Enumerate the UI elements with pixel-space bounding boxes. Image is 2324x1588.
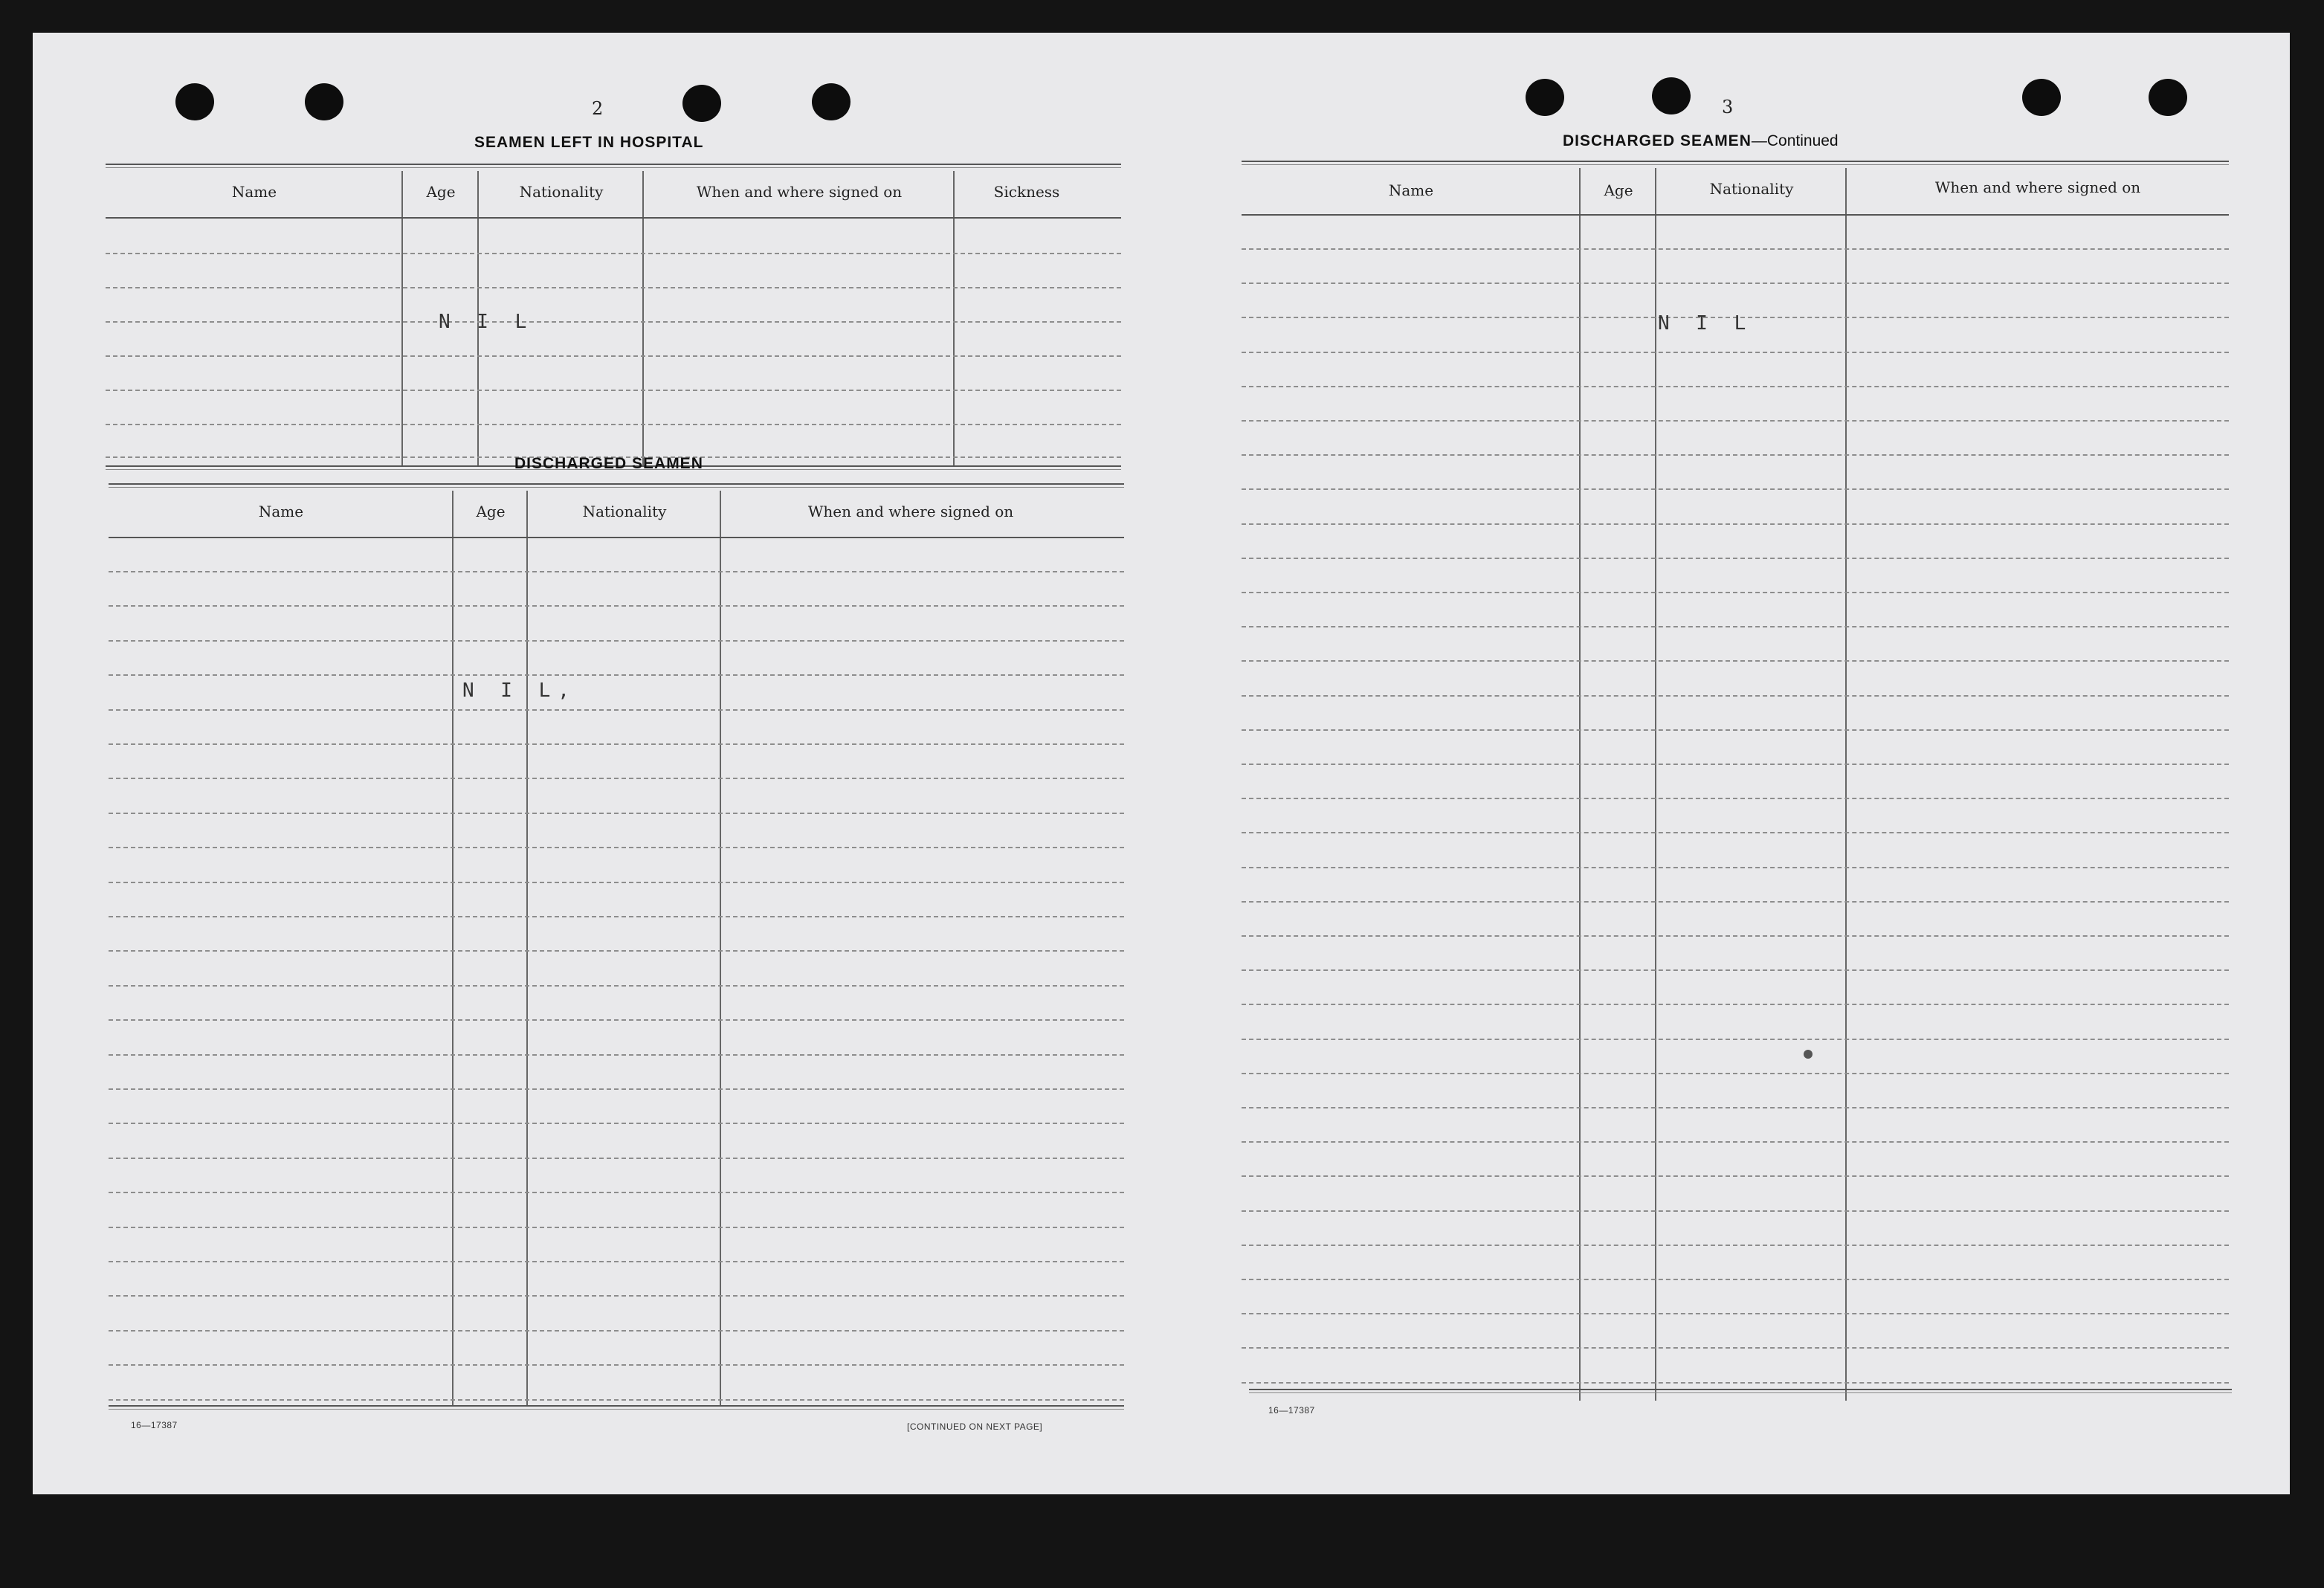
entry-line [1242, 1210, 2229, 1212]
entry-line [1242, 488, 2229, 490]
entry-line [106, 287, 1121, 288]
column-divider [526, 491, 528, 1407]
entry-line [109, 1399, 1124, 1401]
table-bottom-rule [109, 1405, 1124, 1410]
column-header-sickness: Sickness [993, 183, 1060, 201]
entry-line [1242, 592, 2229, 593]
entry-line [1242, 832, 2229, 833]
entry-line [1242, 1107, 2229, 1108]
entry-line [109, 1261, 1124, 1262]
entry-line [109, 813, 1124, 814]
entry-line [1242, 1245, 2229, 1246]
title-text: DISCHARGED SEAMEN [1563, 132, 1752, 149]
discharged-continued-title [1563, 132, 1839, 150]
column-header-age: Age [426, 183, 456, 201]
entry-line [109, 1158, 1124, 1159]
entry-line [109, 743, 1124, 745]
header-rule [1242, 214, 2229, 216]
page-number: 2 [592, 98, 604, 119]
entry-line [1242, 764, 2229, 765]
column-divider [401, 171, 403, 465]
entry-line [1242, 352, 2229, 353]
entry-line [1242, 695, 2229, 697]
title-suffix: —Continued [1751, 132, 1839, 149]
entry-line [109, 1019, 1124, 1021]
form-number: 16—17387 [1268, 1405, 1315, 1416]
column-header-nationality: Nationality [582, 503, 667, 520]
punch-hole [1526, 79, 1564, 116]
column-header-name: Name [1388, 181, 1434, 199]
entry-line [109, 1192, 1124, 1193]
entry-line [109, 640, 1124, 642]
column-header-signed-on: When and where signed on [696, 183, 903, 201]
entry-line [1242, 901, 2229, 903]
entry-line [1242, 660, 2229, 662]
entry-line [106, 424, 1121, 425]
punch-hole [175, 83, 214, 120]
entry-line [109, 1054, 1124, 1056]
punch-hole [812, 83, 850, 120]
ink-speck [1804, 1050, 1813, 1059]
entry-line [1242, 1313, 2229, 1314]
entry-line [1242, 1073, 2229, 1074]
continued-note: [CONTINUED ON NEXT PAGE] [907, 1421, 1043, 1432]
entry-line [109, 778, 1124, 779]
entry-line [1242, 867, 2229, 868]
entry-line [109, 1330, 1124, 1332]
column-header-nationality: Nationality [1709, 180, 1794, 198]
punch-hole [682, 85, 721, 122]
entry-line [1242, 454, 2229, 456]
header-rule [106, 217, 1121, 219]
entry-line [1242, 420, 2229, 422]
column-header-name: Name [258, 503, 304, 520]
entry-line [109, 1295, 1124, 1297]
form-number: 16—17387 [131, 1420, 178, 1430]
nil-entry: N I L, [462, 680, 577, 702]
column-divider [452, 491, 453, 1407]
entry-line [1242, 1347, 2229, 1349]
entry-line [1242, 386, 2229, 387]
entry-line [109, 1227, 1124, 1228]
table-bottom-rule [1249, 1389, 2232, 1393]
entry-line [106, 355, 1121, 357]
entry-line [1242, 1141, 2229, 1143]
entry-line [109, 1123, 1124, 1124]
punch-hole [1652, 77, 1691, 114]
column-header-nationality: Nationality [519, 183, 604, 201]
nil-entry: N I L [439, 311, 535, 333]
column-divider [720, 491, 721, 1407]
entry-line [106, 253, 1121, 254]
column-header-age: Age [1604, 181, 1633, 199]
page-number: 3 [1722, 97, 1734, 117]
entry-line [1242, 798, 2229, 799]
entry-line [109, 674, 1124, 676]
column-header-name: Name [231, 183, 277, 201]
entry-line [109, 916, 1124, 917]
entry-line [109, 847, 1124, 848]
entry-line [109, 950, 1124, 952]
punch-hole [2022, 79, 2061, 116]
punch-hole [305, 83, 343, 120]
table-top-rule [1242, 161, 2229, 165]
entry-line [1242, 1004, 2229, 1005]
entry-line [1242, 1279, 2229, 1280]
entry-line [1242, 935, 2229, 937]
entry-line [1242, 283, 2229, 284]
entry-line [106, 321, 1121, 323]
discharged-table-title: DISCHARGED SEAMEN [514, 455, 703, 472]
hospital-table-title: SEAMEN LEFT IN HOSPITAL [474, 134, 704, 151]
entry-line [109, 985, 1124, 987]
entry-line [1242, 1382, 2229, 1384]
entry-line [1242, 558, 2229, 559]
column-header-signed-on: When and where signed on [807, 503, 1014, 520]
header-rule [109, 537, 1124, 538]
form-spread [33, 33, 2290, 1494]
entry-line [1242, 626, 2229, 627]
entry-line [109, 882, 1124, 883]
column-divider [642, 171, 644, 465]
entry-line [1242, 523, 2229, 525]
entry-line [109, 709, 1124, 711]
entry-line [1242, 729, 2229, 731]
entry-line [109, 1364, 1124, 1366]
table-top-rule [109, 483, 1124, 488]
column-header-age: Age [476, 503, 506, 520]
column-divider [953, 171, 955, 465]
entry-line [1242, 1039, 2229, 1040]
column-header-signed-on: When and where signed on [1934, 178, 2141, 196]
punch-hole [2149, 79, 2187, 116]
entry-line [109, 571, 1124, 572]
entry-line [109, 605, 1124, 607]
entry-line [1242, 248, 2229, 250]
entry-line [1242, 969, 2229, 971]
entry-line [109, 1088, 1124, 1090]
nil-entry: N I L [1658, 312, 1754, 335]
entry-line [106, 390, 1121, 391]
entry-line [1242, 1175, 2229, 1177]
table-top-rule [106, 164, 1121, 168]
